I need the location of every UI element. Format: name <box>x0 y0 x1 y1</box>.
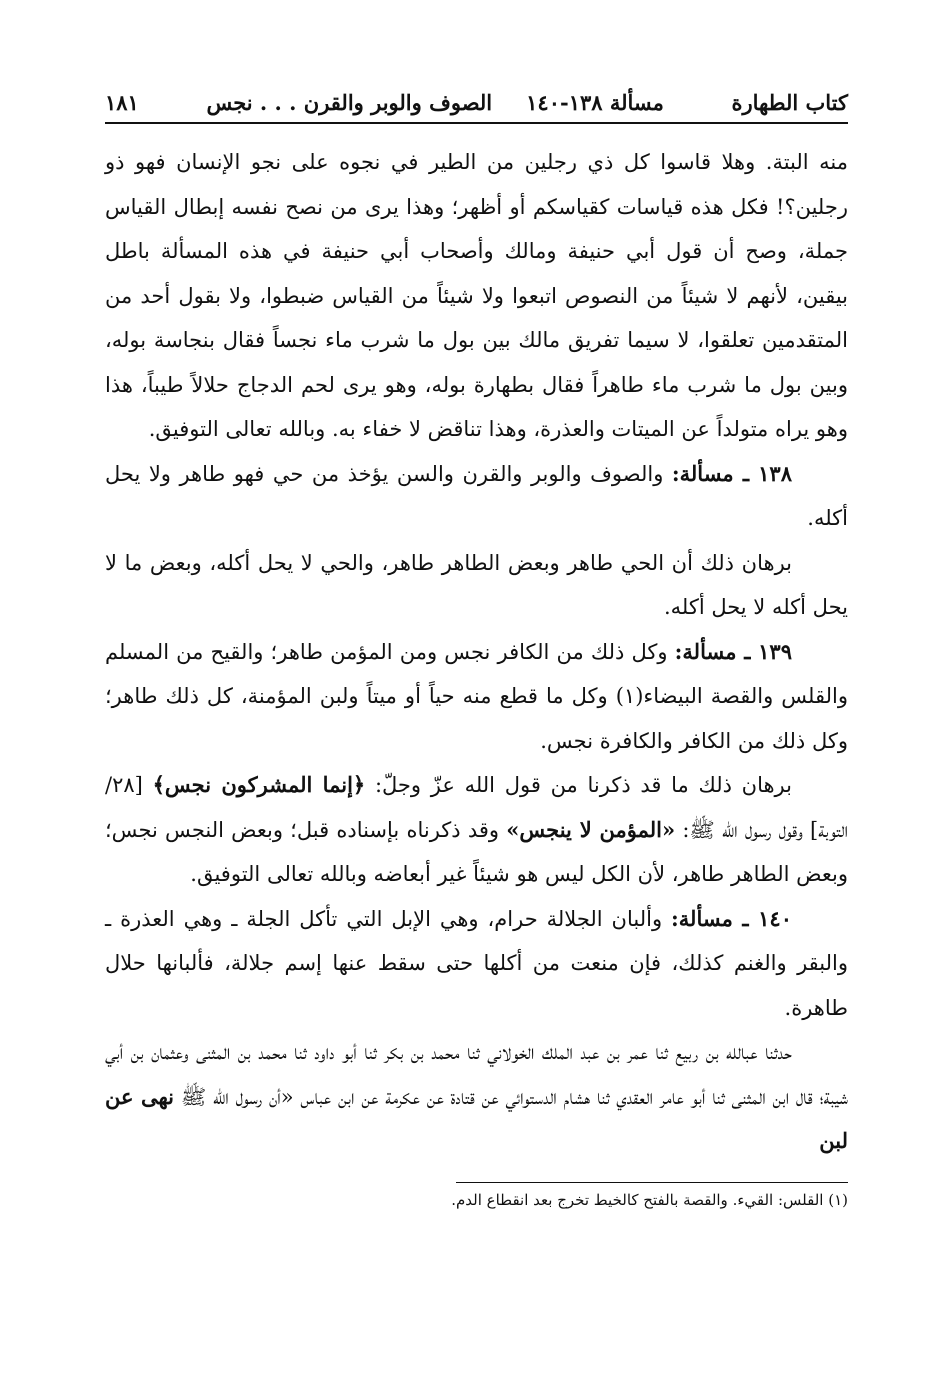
issue-140 <box>105 897 848 1031</box>
issue-140-number: ١٤٠ ـ مسألة: <box>671 905 792 931</box>
page-body <box>105 140 848 1164</box>
footnote-divider <box>456 1182 848 1183</box>
hadith-chain-text: حدثنا عبالله بن ربيع ثنا عمر بن عبد الملك الخولاني ثنا محمد بن بكر ثنا أبو داود ثنا محمد بن المثنى وعثمان بن أبي شيبة؛ قال ابن المثنى ثنا أبو عامر العقدي ثنا هشام الدستوائي عن قتادة عن عكرمة عن ابن عباس «أن رسول الله ﷺ <box>105 1040 848 1109</box>
issue-139-number: ١٣٩ ـ مسألة: <box>674 638 792 664</box>
issue-139 <box>105 630 848 764</box>
issue-140-text: وألبان الجلالة حرام، وهي الإبل التي تأكل الجلة ـ وهي العذرة ـ والبقر والغنم كذلك، فإن منعت من أكلها حتى سقط عنها إسم جلالة، فألبانها حلال طاهرة. <box>105 906 848 1020</box>
proof-139-intro: برهان ذلك ما قد ذكرنا من قول الله عزّ وجلّ: <box>374 773 792 797</box>
paragraph-continuation: منه البتة. وهلا قاسوا كل ذي رجلين من الطير في نجوه على نجو الإنسان فهو ذو رجلين؟! فكل هذه قياسات كقياسكم أو أظهر؛ وهذا يرى من نصح نفسه إبطال القياس جملة، وصح أن قول أبي حنيفة ومالك وأصحاب أبي حنيفة في هذه المسألة باطل بيقين، لأنهم لا شيئاً من النصوص اتبعوا ولا شيئاً من القياس ضبطوا، ولا بقول أحد من المتقدمين تعلقوا، لا سيما تفريق مالك بين بول ما شرب ماء نجساً فقال بنجاسة بوله، وبين بول ما شرب ماء طاهراً فقال بطهارة بوله، وهو يرى لحم الدجاج حلالاً طيباً، هذا وهو يراه متولداً عن الميتات والعذرة، وهذا تناقض لا خفاء به. وبالله تعالى التوفيق. <box>105 150 848 441</box>
hadith-quote: «المؤمن لا ينجس» <box>506 816 676 842</box>
issue-138-text: والصوف والوبر والقرن والسن يؤخذ من حي فهو طاهر ولا يحل أكله. <box>105 461 848 530</box>
proof-139-citation: [٢٨/ التوبة] وقول رسول الله ﷺ: <box>105 773 848 842</box>
issue-138 <box>105 452 848 541</box>
header-middle <box>206 88 663 118</box>
proof-139-rest: وقد ذكرناه بإسناده قبل؛ وبعض النجس نجس؛ وبعض الطاهر طاهر، لأن الكل ليس هو شيئاً غير أبعاضه وبالله تعالى التوفيق. <box>105 817 848 886</box>
page-number: ١٨١ <box>105 90 139 115</box>
issue-139-text: وكل ذلك من الكافر نجس ومن المؤمن طاهر؛ والقيح من المسلم والقلس والقصة البيضاء(١) وكل ما قطع منه حياً أو ميتاً ولبن المؤمنة، كل ذلك طاهر؛ وكل ذلك من الكافر والكافرة نجس. <box>105 639 848 753</box>
book-title: كتاب الطهارة <box>731 90 848 115</box>
hadith-chain <box>105 1030 848 1164</box>
running-header <box>105 88 848 124</box>
issue-138-number: ١٣٨ ـ مسألة: <box>671 460 792 486</box>
proof-139 <box>105 763 848 897</box>
proof-138: برهان ذلك أن الحي طاهر وبعض الطاهر طاهر، والحي لا يحل أكله، وبعض ما لا يحل أكله لا يحل أكله. <box>105 550 848 619</box>
hadith-ruling: نهى عن لبن <box>105 1083 848 1153</box>
footnote: (١) القلس: القيء. والقصة بالفتح كالخيط تخرج بعد انقطاع الدم. <box>451 1190 848 1209</box>
quran-quote: ﴿إنما المشركون نجس﴾ <box>152 772 366 797</box>
header-subject: الصوف والوبر والقرن . . . نجس <box>206 90 493 115</box>
issue-range: مسألة ١٣٨-١٤٠ <box>526 90 664 115</box>
